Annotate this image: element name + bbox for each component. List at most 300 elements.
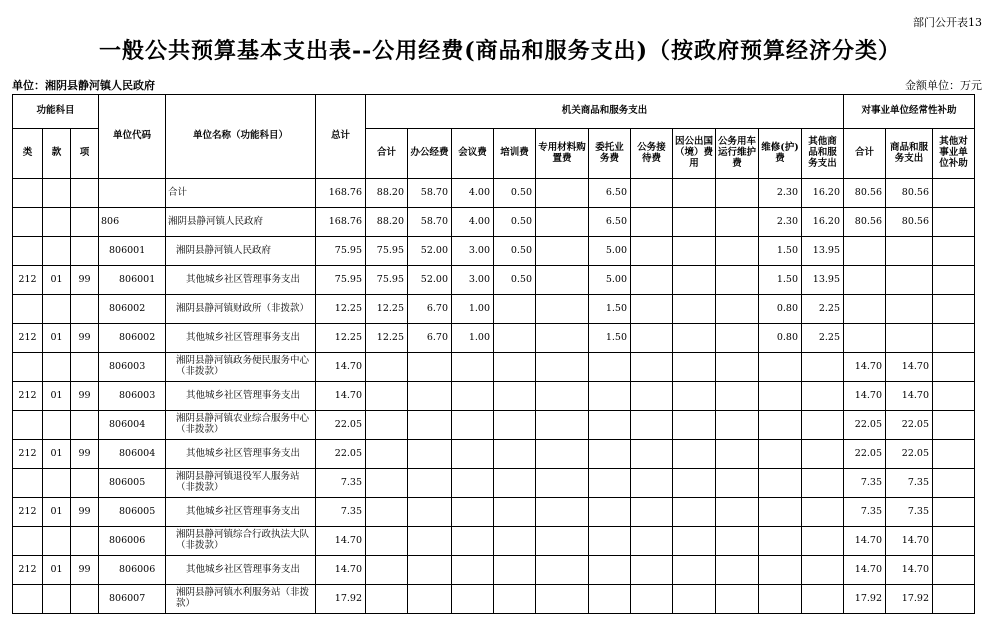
cell-lei (13, 208, 43, 237)
cell-xiang (71, 527, 99, 556)
table-row (13, 295, 975, 324)
cell-kuan: 01 (43, 440, 71, 469)
cell-jg (716, 585, 759, 614)
header-jg-col: 培训费 (494, 129, 536, 179)
cell-kuan (43, 585, 71, 614)
cell-name: 湘阴县静河镇人民政府 (166, 237, 316, 266)
cell-jg (494, 556, 536, 585)
header-jg-col: 公务用车运行维护费 (716, 129, 759, 179)
cell-sy: 80.56 (886, 179, 933, 208)
cell-jg (802, 382, 844, 411)
cell-lei (13, 527, 43, 556)
cell-jg (408, 411, 452, 440)
header-group-sy: 对事业单位经常性补助 (844, 95, 975, 129)
cell-jg: 75.95 (366, 266, 408, 295)
cell-code: 806003 (99, 382, 166, 411)
cell-jg (759, 411, 802, 440)
cell-name: 湘阴县静河镇退役军人服务站（非拨款） (166, 469, 316, 498)
cell-sy: 17.92 (844, 585, 886, 614)
cell-kuan (43, 237, 71, 266)
cell-jg (802, 411, 844, 440)
cell-lei: 212 (13, 498, 43, 527)
cell-name: 其他城乡社区管理事务支出 (166, 556, 316, 585)
unit-label: 单位：湘阴县静河镇人民政府 (12, 79, 155, 92)
cell-jg (673, 411, 716, 440)
cell-kuan (43, 469, 71, 498)
cell-jg (494, 411, 536, 440)
cell-jg (673, 469, 716, 498)
cell-jg (408, 353, 452, 382)
cell-code: 806005 (99, 469, 166, 498)
cell-jg (673, 179, 716, 208)
cell-jg: 2.25 (802, 295, 844, 324)
cell-jg (452, 382, 494, 411)
cell-sy: 7.35 (886, 469, 933, 498)
cell-sy (886, 295, 933, 324)
cell-sy (886, 237, 933, 266)
cell-lei: 212 (13, 440, 43, 469)
cell-sy: 7.35 (844, 498, 886, 527)
cell-sy (933, 382, 975, 411)
cell-name: 合计 (166, 179, 316, 208)
cell-jg: 1.00 (452, 324, 494, 353)
header-lei: 类 (13, 129, 43, 179)
cell-xiang: 99 (71, 382, 99, 411)
cell-lei (13, 295, 43, 324)
cell-jg (802, 498, 844, 527)
cell-jg (452, 469, 494, 498)
cell-sy (933, 498, 975, 527)
cell-name: 湘阴县静河镇水利服务站（非拨款） (166, 585, 316, 614)
table-body (13, 179, 975, 614)
cell-jg (673, 353, 716, 382)
cell-lei (13, 469, 43, 498)
cell-code (99, 179, 166, 208)
cell-jg (631, 208, 673, 237)
cell-jg: 3.00 (452, 237, 494, 266)
cell-jg: 2.30 (759, 179, 802, 208)
cell-sy (933, 324, 975, 353)
budget-table (12, 94, 975, 614)
cell-jg (408, 556, 452, 585)
cell-jg (494, 295, 536, 324)
table-row (13, 498, 975, 527)
table-row (13, 382, 975, 411)
cell-name: 湘阴县静河镇财政所（非拨款） (166, 295, 316, 324)
cell-jg (716, 469, 759, 498)
cell-jg (589, 498, 631, 527)
cell-name: 湘阴县静河镇政务便民服务中心（非拨款） (166, 353, 316, 382)
cell-kuan: 01 (43, 382, 71, 411)
cell-sy: 7.35 (886, 498, 933, 527)
cell-jg (631, 498, 673, 527)
cell-code: 806007 (99, 585, 166, 614)
cell-sy (933, 411, 975, 440)
cell-jg (366, 411, 408, 440)
cell-jg (408, 498, 452, 527)
cell-jg (366, 527, 408, 556)
cell-lei (13, 585, 43, 614)
cell-lei: 212 (13, 382, 43, 411)
cell-total: 14.70 (316, 527, 366, 556)
cell-lei (13, 353, 43, 382)
cell-jg (536, 208, 589, 237)
cell-jg (716, 411, 759, 440)
cell-jg (452, 498, 494, 527)
cell-jg (536, 353, 589, 382)
cell-name: 其他城乡社区管理事务支出 (166, 324, 316, 353)
cell-sy: 14.70 (886, 527, 933, 556)
cell-kuan (43, 179, 71, 208)
cell-sy: 80.56 (886, 208, 933, 237)
cell-sy (886, 266, 933, 295)
cell-jg (802, 353, 844, 382)
cell-lei (13, 237, 43, 266)
cell-jg (494, 324, 536, 353)
cell-jg (673, 295, 716, 324)
cell-xiang (71, 295, 99, 324)
cell-sy (933, 527, 975, 556)
cell-jg: 2.30 (759, 208, 802, 237)
cell-jg (366, 382, 408, 411)
cell-sy: 22.05 (886, 411, 933, 440)
cell-sy (933, 295, 975, 324)
cell-jg (408, 440, 452, 469)
cell-jg: 0.50 (494, 179, 536, 208)
cell-jg (716, 208, 759, 237)
cell-jg (631, 353, 673, 382)
cell-kuan (43, 208, 71, 237)
cell-total: 12.25 (316, 295, 366, 324)
cell-jg (366, 353, 408, 382)
cell-jg (673, 585, 716, 614)
cell-jg: 1.00 (452, 295, 494, 324)
cell-jg (759, 353, 802, 382)
cell-jg: 58.70 (408, 179, 452, 208)
cell-name: 其他城乡社区管理事务支出 (166, 382, 316, 411)
cell-jg (536, 411, 589, 440)
cell-jg (631, 469, 673, 498)
cell-jg: 5.00 (589, 237, 631, 266)
cell-xiang: 99 (71, 498, 99, 527)
cell-jg: 12.25 (366, 324, 408, 353)
cell-jg (536, 556, 589, 585)
cell-code: 806 (99, 208, 166, 237)
cell-kuan (43, 295, 71, 324)
cell-total: 14.70 (316, 382, 366, 411)
cell-code: 806006 (99, 527, 166, 556)
cell-jg: 88.20 (366, 208, 408, 237)
cell-jg (589, 440, 631, 469)
cell-kuan (43, 527, 71, 556)
cell-total: 14.70 (316, 353, 366, 382)
cell-sy (933, 237, 975, 266)
cell-code: 806004 (99, 411, 166, 440)
header-jg-col: 专用材料购置费 (536, 129, 589, 179)
cell-jg: 4.00 (452, 179, 494, 208)
cell-sy (933, 179, 975, 208)
cell-jg (759, 382, 802, 411)
cell-jg (802, 585, 844, 614)
cell-jg (589, 382, 631, 411)
cell-jg (673, 527, 716, 556)
header-total: 总计 (316, 95, 366, 179)
cell-sy (933, 585, 975, 614)
cell-jg (716, 266, 759, 295)
cell-jg: 1.50 (759, 237, 802, 266)
cell-total: 75.95 (316, 266, 366, 295)
cell-jg (589, 585, 631, 614)
cell-kuan: 01 (43, 498, 71, 527)
cell-jg (631, 179, 673, 208)
cell-jg (452, 440, 494, 469)
cell-sy: 14.70 (886, 382, 933, 411)
cell-jg: 12.25 (366, 295, 408, 324)
cell-jg (759, 498, 802, 527)
cell-jg (631, 585, 673, 614)
table-row (13, 237, 975, 266)
cell-jg (408, 382, 452, 411)
cell-xiang (71, 237, 99, 266)
cell-sy (844, 237, 886, 266)
cell-jg: 88.20 (366, 179, 408, 208)
cell-jg (716, 440, 759, 469)
cell-total: 168.76 (316, 179, 366, 208)
cell-jg: 0.50 (494, 208, 536, 237)
cell-jg (716, 527, 759, 556)
cell-jg (759, 440, 802, 469)
cell-xiang (71, 353, 99, 382)
table-row (13, 556, 975, 585)
cell-jg (366, 556, 408, 585)
cell-jg (536, 469, 589, 498)
cell-jg (494, 585, 536, 614)
cell-jg (366, 498, 408, 527)
cell-sy (933, 556, 975, 585)
cell-code: 806002 (99, 324, 166, 353)
cell-jg (452, 411, 494, 440)
cell-sy (844, 295, 886, 324)
cell-sy (933, 440, 975, 469)
cell-lei: 212 (13, 324, 43, 353)
cell-jg (716, 556, 759, 585)
cell-sy: 14.70 (844, 556, 886, 585)
cell-sy: 14.70 (844, 527, 886, 556)
cell-code: 806006 (99, 556, 166, 585)
table-row (13, 266, 975, 295)
header-group-jg: 机关商品和服务支出 (366, 95, 844, 129)
cell-sy: 14.70 (886, 556, 933, 585)
cell-jg: 2.25 (802, 324, 844, 353)
header-jg-col: 会议费 (452, 129, 494, 179)
cell-jg: 16.20 (802, 179, 844, 208)
cell-jg (494, 353, 536, 382)
cell-xiang: 99 (71, 440, 99, 469)
cell-jg (536, 179, 589, 208)
cell-jg (536, 527, 589, 556)
cell-xiang (71, 469, 99, 498)
cell-total: 168.76 (316, 208, 366, 237)
cell-kuan (43, 353, 71, 382)
cell-total: 12.25 (316, 324, 366, 353)
cell-jg (494, 527, 536, 556)
cell-jg (673, 266, 716, 295)
cell-jg (716, 324, 759, 353)
cell-jg (673, 382, 716, 411)
header-jg-col: 其他商品和服务支出 (802, 129, 844, 179)
header-sy-col: 其他对事业单位补助 (933, 129, 975, 179)
cell-jg (716, 237, 759, 266)
cell-jg (716, 382, 759, 411)
cell-jg (452, 527, 494, 556)
cell-total: 17.92 (316, 585, 366, 614)
cell-jg (494, 469, 536, 498)
cell-jg (631, 411, 673, 440)
table-header (13, 95, 975, 179)
cell-jg: 0.50 (494, 237, 536, 266)
cell-jg (631, 440, 673, 469)
cell-jg (494, 440, 536, 469)
header-kuan: 款 (43, 129, 71, 179)
header-jg-col: 合计 (366, 129, 408, 179)
cell-jg: 6.50 (589, 179, 631, 208)
cell-total: 22.05 (316, 440, 366, 469)
cell-jg: 4.00 (452, 208, 494, 237)
cell-jg: 6.50 (589, 208, 631, 237)
cell-jg (673, 324, 716, 353)
cell-jg (716, 295, 759, 324)
cell-jg (536, 295, 589, 324)
cell-sy: 7.35 (844, 469, 886, 498)
cell-jg (631, 527, 673, 556)
cell-xiang: 99 (71, 266, 99, 295)
cell-jg (802, 527, 844, 556)
cell-jg: 13.95 (802, 237, 844, 266)
header-jg-col: 办公经费 (408, 129, 452, 179)
cell-total: 14.70 (316, 556, 366, 585)
header-jg-col: 公务接待费 (631, 129, 673, 179)
cell-jg (589, 469, 631, 498)
cell-jg: 6.70 (408, 295, 452, 324)
header-func: 功能科目 (13, 95, 99, 129)
cell-jg (631, 295, 673, 324)
header-jg-col: 维修(护)费 (759, 129, 802, 179)
cell-name: 湘阴县静河镇农业综合服务中心（非拨款） (166, 411, 316, 440)
cell-jg (536, 585, 589, 614)
cell-jg (716, 498, 759, 527)
table-row (13, 179, 975, 208)
cell-jg (759, 469, 802, 498)
cell-kuan: 01 (43, 556, 71, 585)
cell-jg: 58.70 (408, 208, 452, 237)
cell-jg (673, 556, 716, 585)
cell-jg (536, 498, 589, 527)
cell-jg (366, 469, 408, 498)
cell-jg (589, 527, 631, 556)
cell-lei: 212 (13, 266, 43, 295)
cell-jg: 1.50 (759, 266, 802, 295)
cell-total: 22.05 (316, 411, 366, 440)
cell-jg (673, 208, 716, 237)
cell-jg (366, 585, 408, 614)
cell-jg (536, 440, 589, 469)
cell-xiang (71, 179, 99, 208)
cell-sy: 22.05 (844, 411, 886, 440)
cell-jg (408, 469, 452, 498)
cell-jg (452, 585, 494, 614)
cell-jg (536, 237, 589, 266)
cell-jg: 6.70 (408, 324, 452, 353)
amount-unit-label: 金额单位：万元 (905, 79, 982, 92)
header-xiang: 项 (71, 129, 99, 179)
cell-jg (631, 237, 673, 266)
cell-jg (716, 353, 759, 382)
cell-sy: 80.56 (844, 208, 886, 237)
cell-name: 其他城乡社区管理事务支出 (166, 498, 316, 527)
cell-jg: 0.80 (759, 295, 802, 324)
cell-jg (494, 498, 536, 527)
cell-xiang: 99 (71, 324, 99, 353)
cell-jg (631, 382, 673, 411)
header-jg-col: 因公出国（境）费用 (673, 129, 716, 179)
table-row (13, 585, 975, 614)
cell-sy: 22.05 (844, 440, 886, 469)
header-code: 单位代码 (99, 95, 166, 179)
cell-jg (536, 266, 589, 295)
table-row (13, 469, 975, 498)
cell-name: 湘阴县静河镇综合行政执法大队（非拨款） (166, 527, 316, 556)
cell-kuan (43, 411, 71, 440)
cell-jg (494, 382, 536, 411)
cell-xiang (71, 411, 99, 440)
cell-code: 806001 (99, 237, 166, 266)
header-name: 单位名称（功能科目） (166, 95, 316, 179)
cell-jg (759, 527, 802, 556)
table-row (13, 440, 975, 469)
cell-jg (589, 411, 631, 440)
cell-xiang (71, 585, 99, 614)
cell-sy (844, 324, 886, 353)
cell-total: 7.35 (316, 498, 366, 527)
table-row (13, 324, 975, 353)
table-row (13, 353, 975, 382)
cell-jg (366, 440, 408, 469)
cell-jg (802, 556, 844, 585)
cell-lei (13, 179, 43, 208)
table-row (13, 411, 975, 440)
cell-sy: 14.70 (844, 353, 886, 382)
cell-xiang: 99 (71, 556, 99, 585)
cell-xiang (71, 208, 99, 237)
cell-jg (631, 324, 673, 353)
cell-code: 806005 (99, 498, 166, 527)
cell-sy: 14.70 (844, 382, 886, 411)
cell-sy (844, 266, 886, 295)
cell-jg (802, 440, 844, 469)
cell-code: 806004 (99, 440, 166, 469)
cell-code: 806003 (99, 353, 166, 382)
cell-jg (673, 498, 716, 527)
cell-jg: 0.80 (759, 324, 802, 353)
cell-jg (673, 440, 716, 469)
cell-jg (673, 237, 716, 266)
cell-jg: 75.95 (366, 237, 408, 266)
table-row (13, 208, 975, 237)
cell-jg (631, 266, 673, 295)
cell-jg (408, 585, 452, 614)
cell-jg (536, 382, 589, 411)
cell-jg (759, 585, 802, 614)
